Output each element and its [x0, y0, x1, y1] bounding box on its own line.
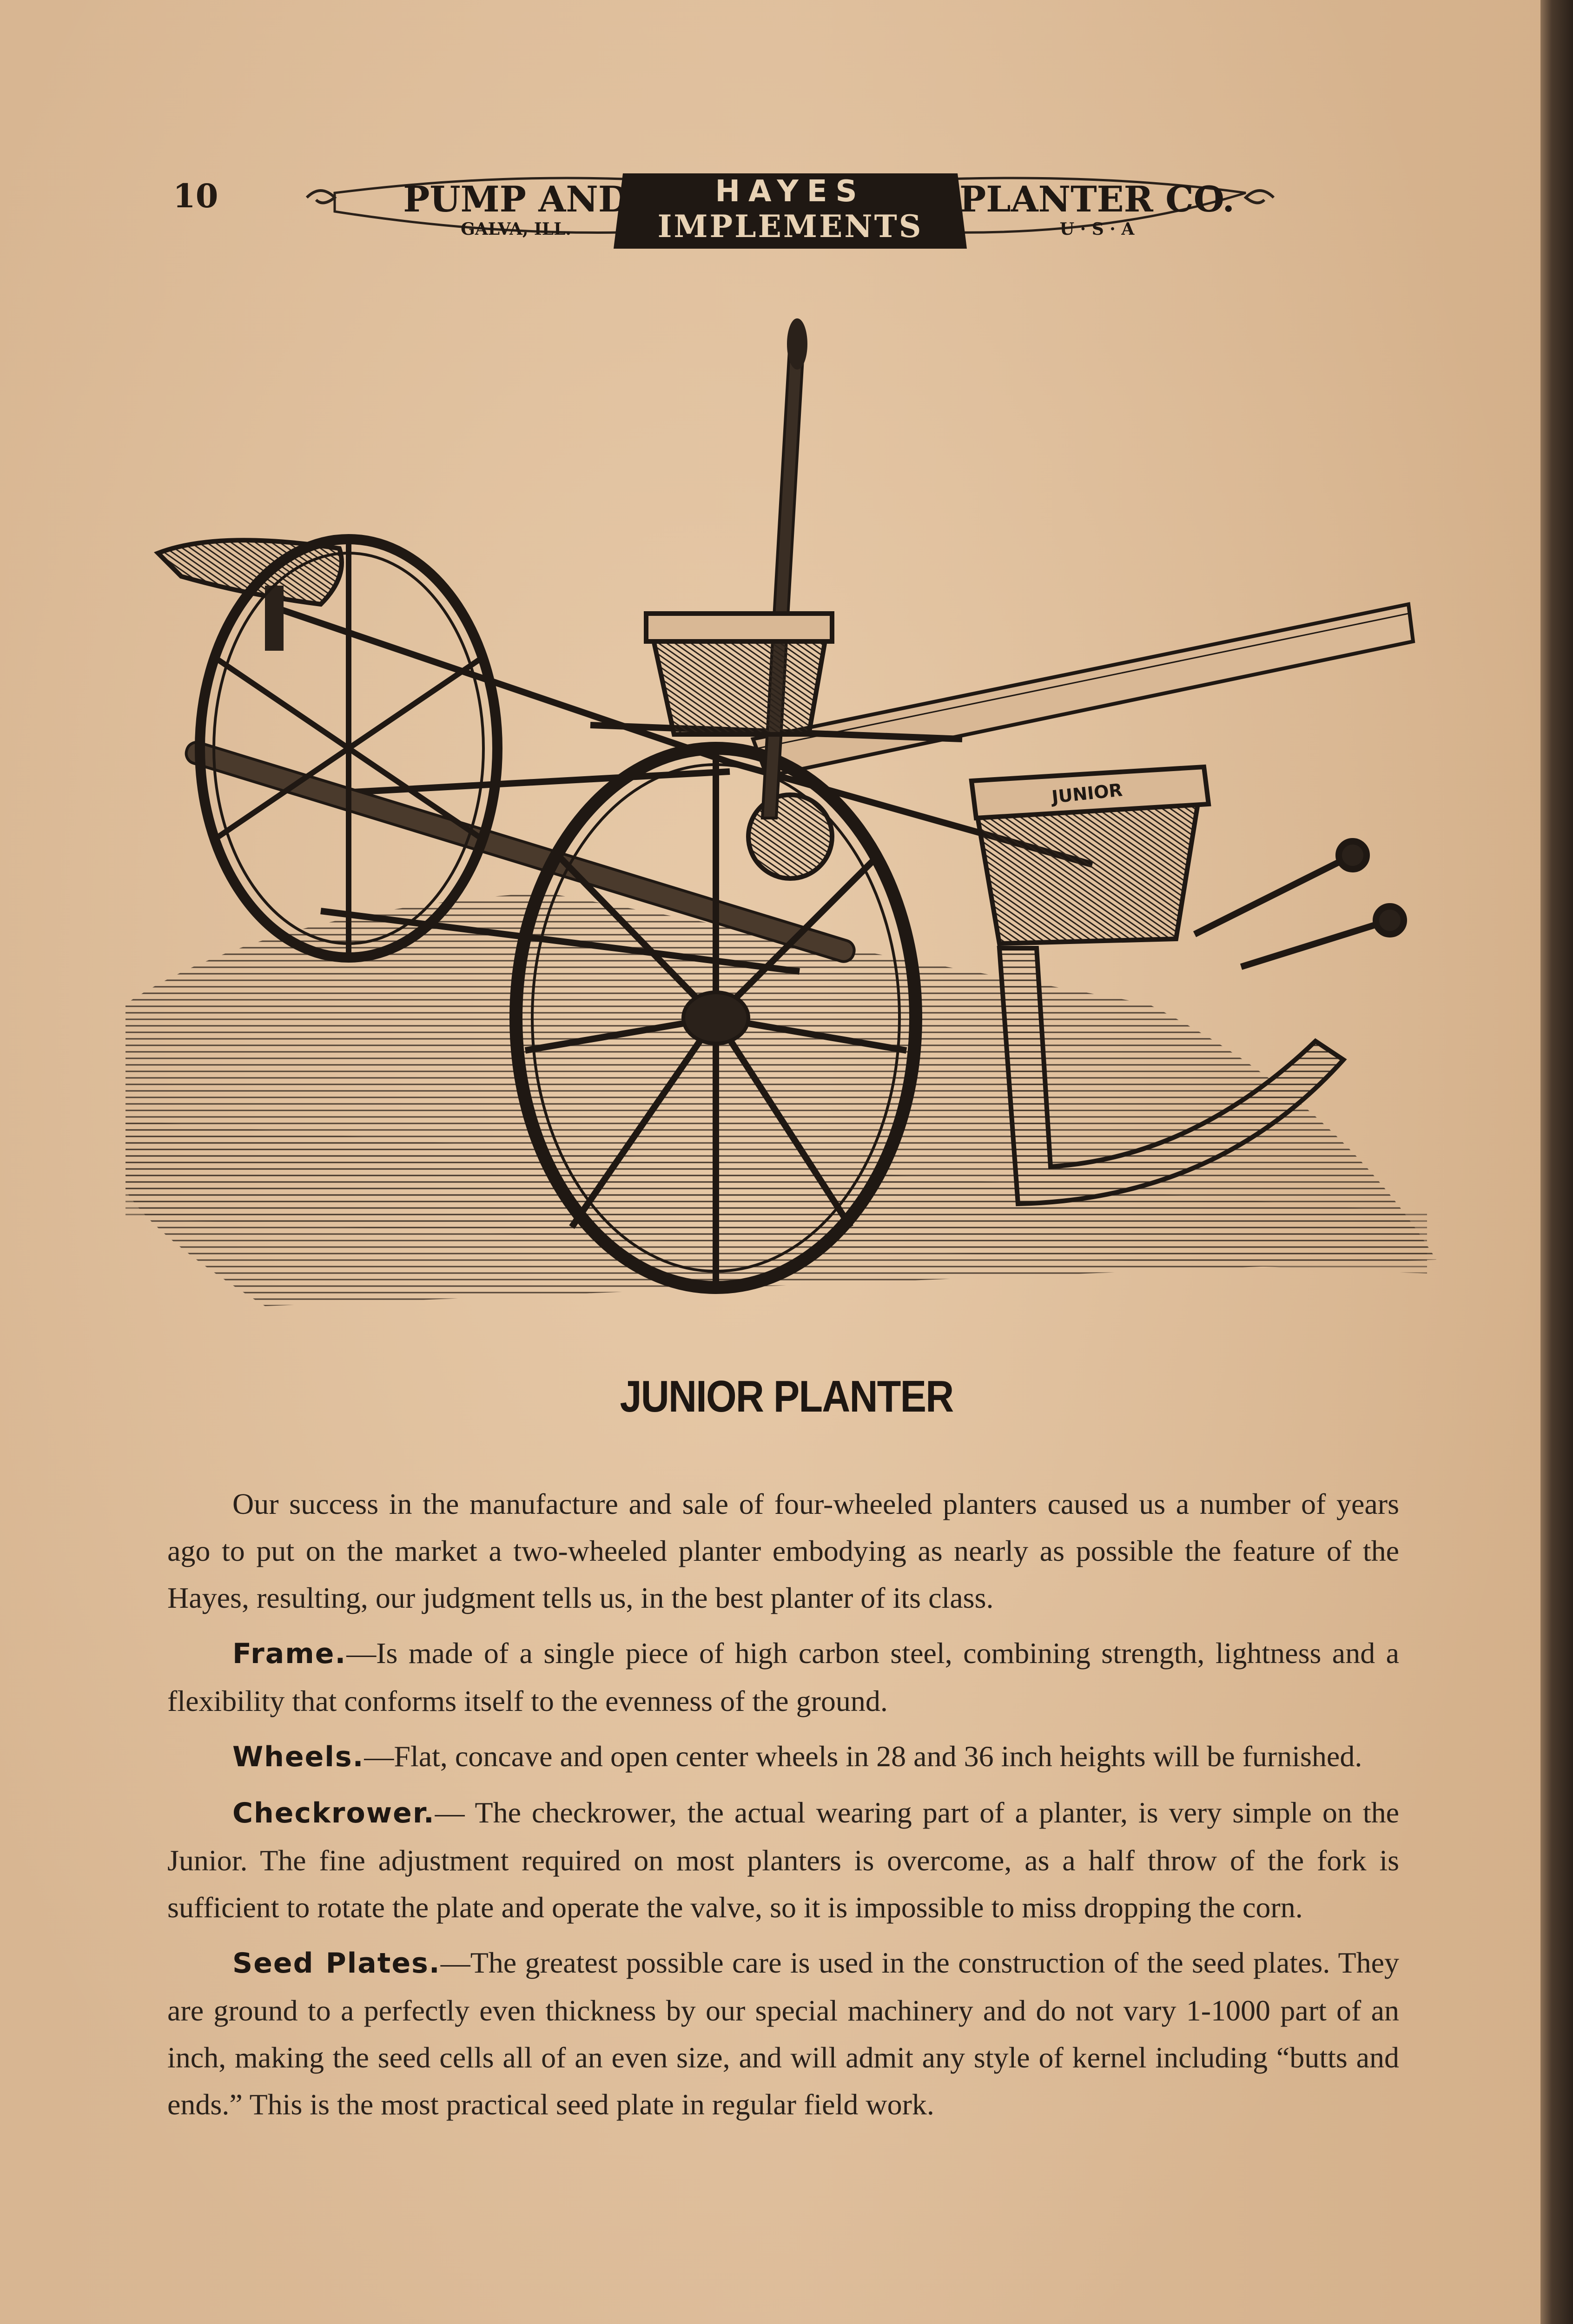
banner-left-bottom: GALVA, ILL. — [461, 219, 571, 239]
planter-checkrower-fork — [1195, 841, 1404, 967]
checkrower-paragraph — [167, 1789, 1399, 1931]
frame-paragraph — [167, 1630, 1399, 1724]
planter-front-hopper — [972, 767, 1209, 944]
body-text — [167, 1480, 1399, 2136]
banner-right-top: PLANTER CO. — [959, 178, 1235, 220]
page-number: 10 — [173, 177, 218, 215]
frame-heading: Frame. — [232, 1637, 347, 1670]
planter-rear-hopper — [646, 614, 832, 734]
checkrower-heading: Checkrower. — [232, 1797, 435, 1829]
seed-plates-paragraph — [167, 1939, 1399, 2128]
banner-right-bottom: U · S · A — [1059, 219, 1135, 239]
seed-plates-text: —The greatest possible care is used in the construction of the seed plates. They are ground to a perfectly even thickness by our special machinery and do not vary 1-1000 part of an inch, making the seed cells all of an even size, and will admit any style of kernel including “butts and ends.” This is the most practical seed plate in regular field work. — [167, 1946, 1399, 2121]
wheels-text: —Flat, concave and open center wheels in 28 and 36 inch heights will be furnished. — [364, 1740, 1362, 1773]
planter-engraving — [126, 307, 1455, 1329]
planter-gear — [748, 795, 832, 878]
wheels-paragraph — [167, 1733, 1399, 1781]
book-spine-shadow — [1540, 0, 1573, 2324]
planter-tongue — [753, 604, 1413, 776]
planter-rear-wheel — [200, 539, 497, 957]
hopper-label: JUNIOR — [1051, 779, 1124, 807]
banner-center-top: HAYES — [715, 174, 866, 209]
company-banner-logo — [297, 165, 1283, 258]
checkrower-text: — The checkrower, the actual wearing part of a planter, is very simple on the Junior. The fine adjustment required on most planters is overcome, as a half throw of the fork is sufficient to rotate the plate and operate the valve, so it is impossible to miss dropping the corn. — [167, 1796, 1399, 1924]
wheels-heading: Wheels. — [232, 1741, 364, 1773]
seed-plates-heading: Seed Plates. — [232, 1947, 441, 1980]
banner-left-top: PUMP AND — [403, 178, 629, 220]
intro-paragraph: Our success in the manufacture and sale of four-wheeled planters caused us a number of years ago to put on the market a two-wheeled planter embodying as nearly as possible the feature of the Hayes, resulting, our judgment tells us, in the best planter of its class. — [167, 1487, 1399, 1614]
frame-text: —Is made of a single piece of high carbon steel, combining strength, lightness and a flexibility that conforms itself to the evenness of the ground. — [167, 1637, 1399, 1717]
section-title: JUNIOR PLANTER — [620, 1372, 953, 1421]
banner-center-bottom: IMPLEMENTS — [657, 208, 923, 244]
